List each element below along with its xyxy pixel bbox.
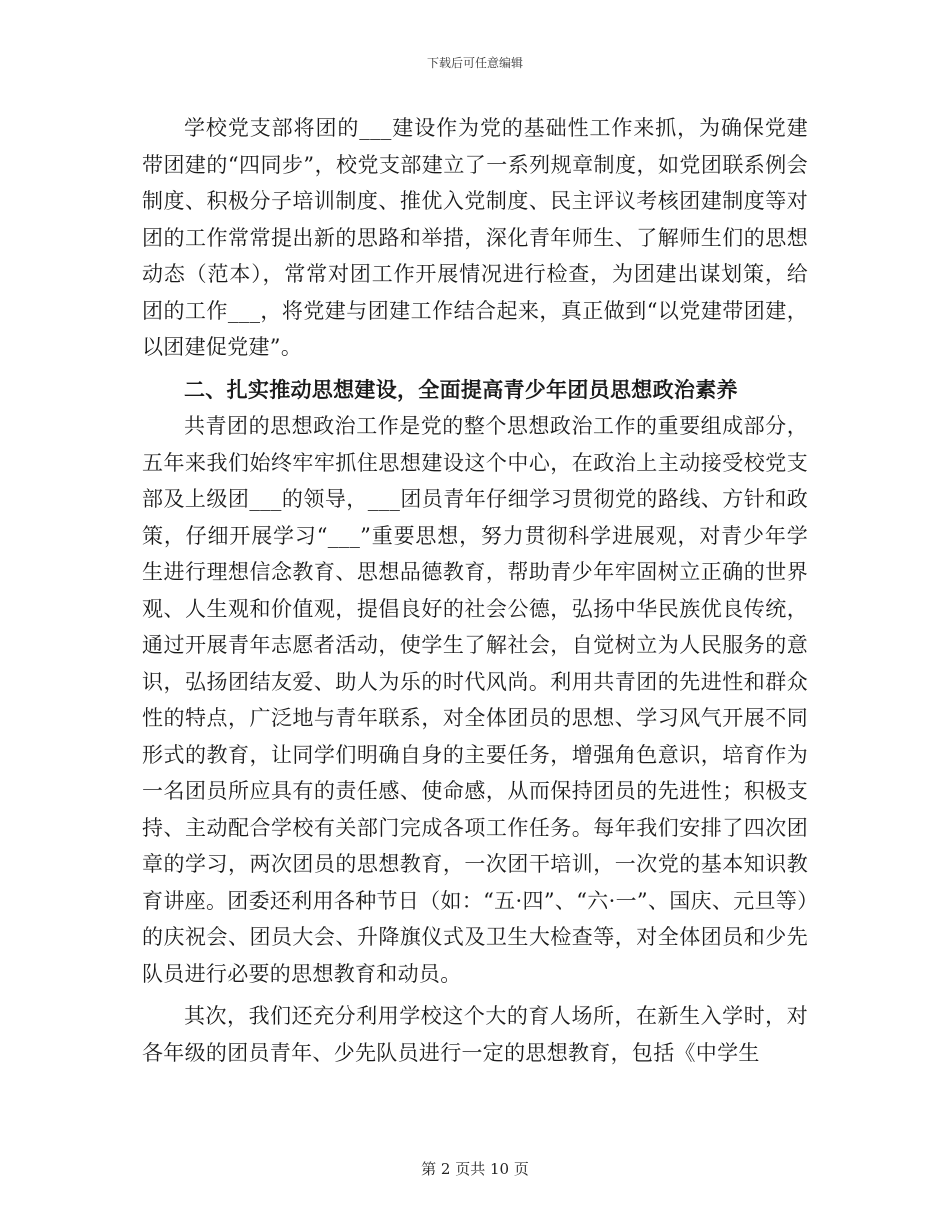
- section-heading-2: 二、扎实推动思想建设，全面提高青少年团员思想政治素养: [184, 377, 738, 402]
- page-number-footer: 第 2 页共 10 页: [421, 1160, 529, 1178]
- paragraph-party-building: 学校党支部将团的___建设作为党的基础性工作来抓，为确保党建带团建的“四同步”，校党支部建立了一系列规章制度，如党团联系例会制度、积极分子培训制度、推优入党制度、民主评议考核团建制度等对团的工作常常提出新的思路和举措，深化青年师生、了解师生们的思想动态（范本），常常对团工作开展情况进行检查，为团建出谋划策，给团的工作___，将党建与团建工作结合起来，真正做到“以党建带团建，以团建促党建”。: [142, 116, 808, 359]
- paragraph-secondly: 其次，我们还充分利用学校这个大的育人场所，在新生入学时，对各年级的团员青年、少先队员进行一定的思想教育，包括《中学生: [142, 1004, 808, 1065]
- document-body: [142, 110, 808, 1071]
- paragraph-ideological-work: 共青团的思想政治工作是党的整个思想政治工作的重要组成部分，五年来我们始终牢牢抓住思想建设这个中心，在政治上主动接受校党支部及上级团___的领导，___团员青年仔细学习贯彻党的路线、方针和政策，仔细开展学习“___”重要思想，努力贯彻科学进展观，对青少年学生进行理想信念教育、思想品德教育，帮助青少年牢固树立正确的世界观、人生观和价值观，提倡良好的社会公德，弘扬中华民族优良传统，通过开展青年志愿者活动，使学生了解社会，自觉树立为人民服务的意识，弘扬团结友爱、助人为乐的时代风尚。利用共青团的先进性和群众性的特点，广泛地与青年联系，对全体团员的思想、学习风气开展不同形式的教育，让同学们明确自身的主要任务，增强角色意识，培育作为一名团员所应具有的责任感、使命感，从而保持团员的先进性；积极支持、主动配合学校有关部门完成各项工作任务。每年我们安排了四次团章的学习，两次团员的思想教育，一次团干培训，一次党的基本知识教育讲座。团委还利用各种节日（如：“五·四”、“六·一”、国庆、元旦等）的庆祝会、团员大会、升降旗仪式及卫生大检查等，对全体团员和少先队员进行必要的思想教育和动员。: [142, 414, 808, 986]
- page-header: 下载后可任意编辑: [426, 56, 523, 70]
